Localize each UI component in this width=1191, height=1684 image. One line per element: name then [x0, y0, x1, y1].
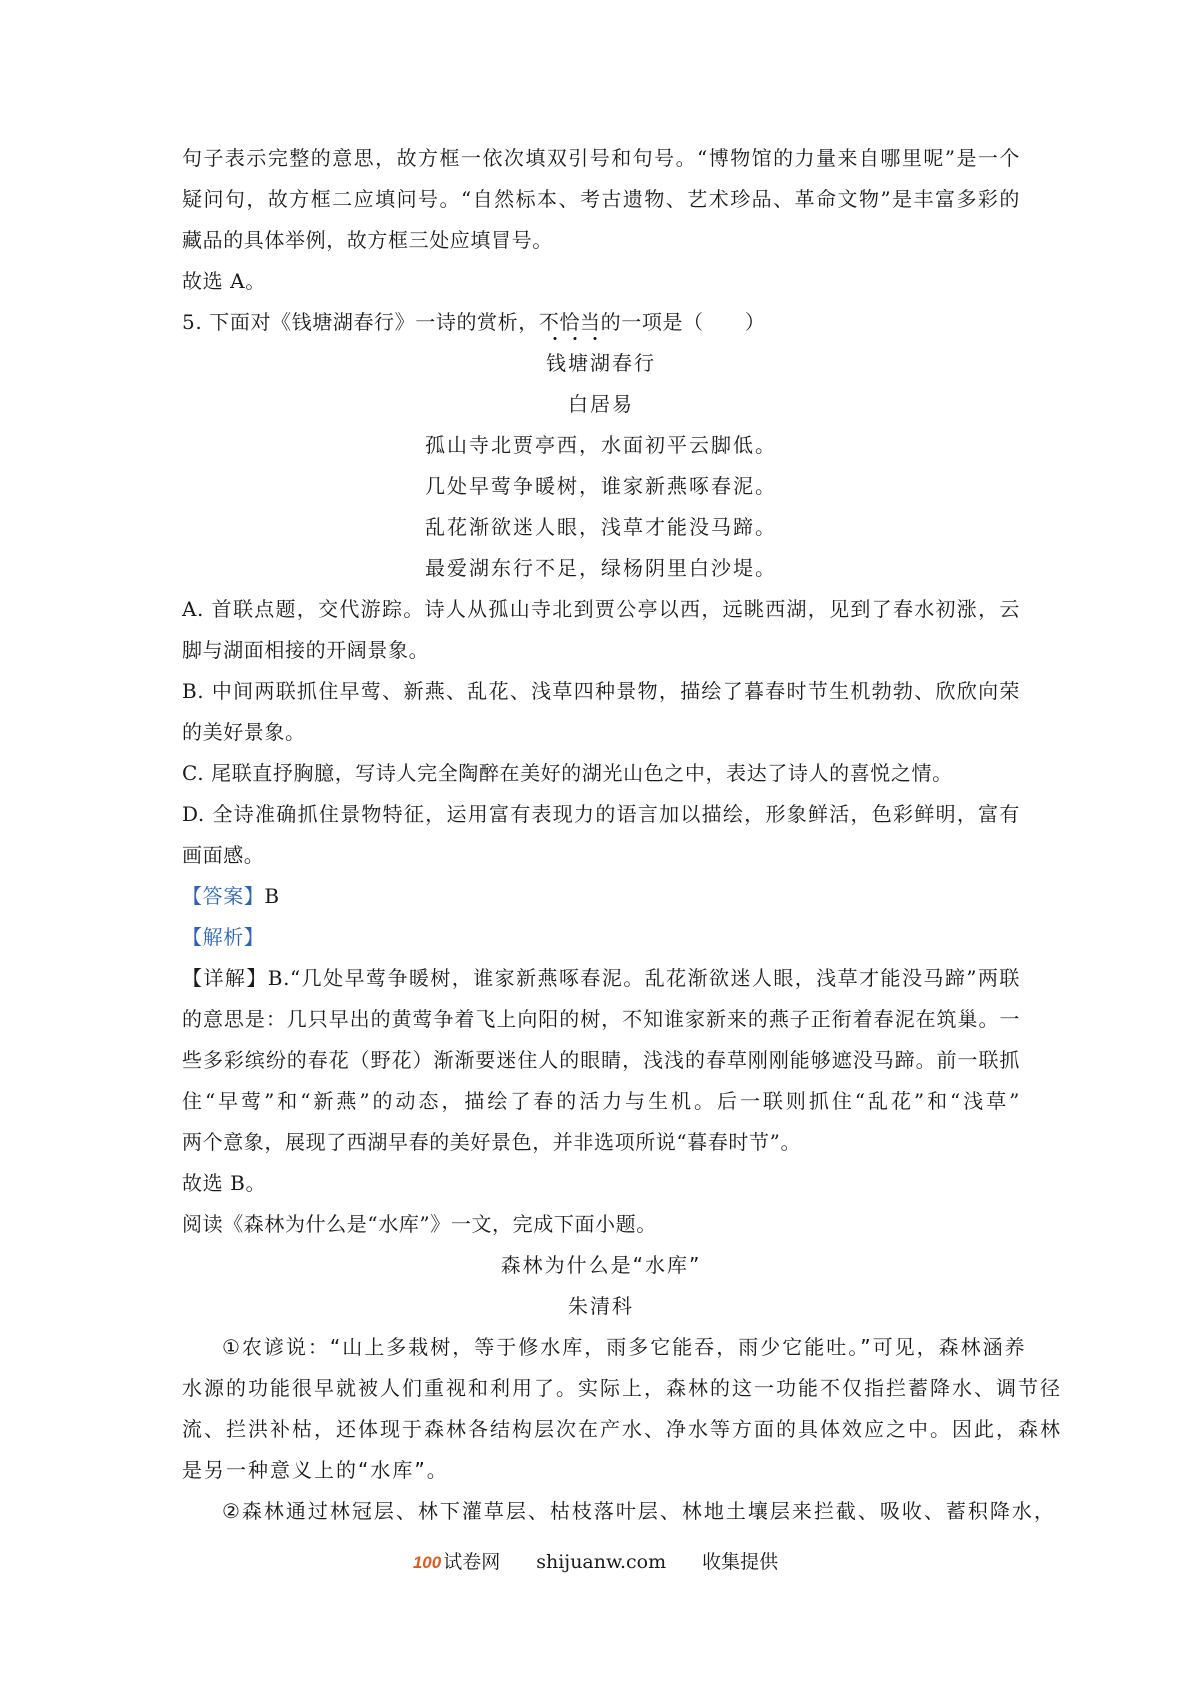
option-a: A. 首联点题，交代游踪。诗人从孤山寺北到贾公亭以西，远眺西湖，见到了春水初涨，云 [182, 597, 1020, 621]
site-domain: shijuanw.com [536, 1551, 667, 1573]
poem-author: 白居易 [568, 392, 634, 416]
text-line: 藏品的具体举例，故方框三处应填冒号。 [182, 228, 553, 252]
detail-conclusion: 故选 B。 [182, 1171, 267, 1195]
text-line: 句子表示完整的意思，故方框一依次填双引号和句号。“博物馆的力量来自哪里呢”是一个 [182, 146, 1020, 170]
poem-line: 最爱湖东行不足，绿杨阴里白沙堤。 [425, 556, 777, 580]
answer-tag: 【答案】 [182, 884, 265, 908]
article-paragraph: ②森林通过林冠层、林下灌草层、枯枝落叶层、林地土壤层来拦截、吸收、蓄积降水， [222, 1499, 1056, 1523]
poem-line: 几处早莺争暖树，谁家新燕啄春泥。 [425, 474, 777, 498]
poem-title: 钱塘湖春行 [546, 351, 656, 375]
option-d: D. 全诗准确抓住景物特征，运用富有表现力的语言加以描绘，形象鲜活，色彩鲜明，富有 [182, 802, 1020, 826]
detail-line [182, 958, 1020, 999]
page-footer [0, 1548, 1191, 1577]
site-name: 试卷网 [443, 1551, 501, 1573]
site-logo: 100 [412, 1553, 442, 1572]
option-b-cont: 的美好景象。 [182, 720, 306, 744]
question-5-stem [182, 302, 1020, 343]
detail-line: 住“早莺”和“新燕”的动态，描绘了春的活力与生机。后一联则抓住“乱花”和“浅草” [182, 1089, 1020, 1113]
question-suffix: 的一项是（ ） [600, 310, 766, 334]
answer-line [182, 876, 1020, 917]
document-body [182, 138, 1062, 1532]
article-paragraph: 流、拦洪补枯，还体现于森林各结构层次在产水、净水等方面的具体效应之中。因此，森林 [182, 1417, 1062, 1441]
detail-line: 的意思是：几只早出的黄莺争着飞上向阳的树，不知谁家新来的燕子正衔着春泥在筑巢。一 [182, 1007, 1020, 1031]
question-prefix: 5. 下面对《钱塘湖春行》一诗的赏析， [182, 310, 539, 334]
reading-intro: 阅读《森林为什么是“水库”》一文，完成下面小题。 [182, 1212, 657, 1236]
analysis-line [182, 917, 1020, 958]
detail-text: B.“几处早莺争暖树，谁家新燕啄春泥。乱花渐欲迷人眼，浅草才能没马蹄”两联 [267, 966, 1021, 990]
text-line: 疑问句，故方框二应填问号。“自然标本、考古遗物、艺术珍品、革命文物”是丰富多彩的 [182, 187, 1020, 211]
article-author: 朱清科 [568, 1294, 634, 1318]
article-paragraph: 水源的功能很早就被人们重视和利用了。实际上，森林的这一功能不仅指拦蓄降水、调节径 [182, 1376, 1062, 1400]
text-line: 故选 A。 [182, 269, 266, 293]
option-a-cont: 脚与湖面相接的开阔景象。 [182, 638, 430, 662]
option-c: C. 尾联直抒胸臆，写诗人完全陶醉在美好的湖光山色之中，表达了诗人的喜悦之情。 [182, 761, 953, 785]
detail-tag: 【详解】 [182, 966, 268, 990]
emphasis-dotted: 不恰当 [539, 302, 601, 343]
article-paragraph: 是另一种意义上的“水库”。 [182, 1458, 449, 1482]
article-paragraph: ①农谚说：“山上多栽树，等于修水库，雨多它能吞，雨少它能吐。”可见，森林涵养 [222, 1335, 1027, 1359]
article-title: 森林为什么是“水库” [500, 1253, 702, 1277]
footer-note: 收集提供 [702, 1551, 779, 1573]
option-b: B. 中间两联抓住早莺、新燕、乱花、浅草四种景物，描绘了暮春时节生机勃勃、欣欣向荣 [182, 679, 1020, 703]
answer-value: B [264, 884, 280, 908]
analysis-tag: 【解析】 [182, 925, 265, 949]
detail-line: 两个意象，展现了西湖早春的美好景色，并非选项所说“暮春时节”。 [182, 1130, 802, 1154]
detail-line: 些多彩缤纷的春花（野花）渐渐要迷住人的眼睛，浅浅的春草刚刚能够遮没马蹄。前一联抓 [182, 1048, 1020, 1072]
option-d-cont: 画面感。 [182, 843, 265, 867]
poem-line: 乱花渐欲迷人眼，浅草才能没马蹄。 [425, 515, 777, 539]
poem-line: 孤山寺北贾亭西，水面初平云脚低。 [425, 433, 777, 457]
